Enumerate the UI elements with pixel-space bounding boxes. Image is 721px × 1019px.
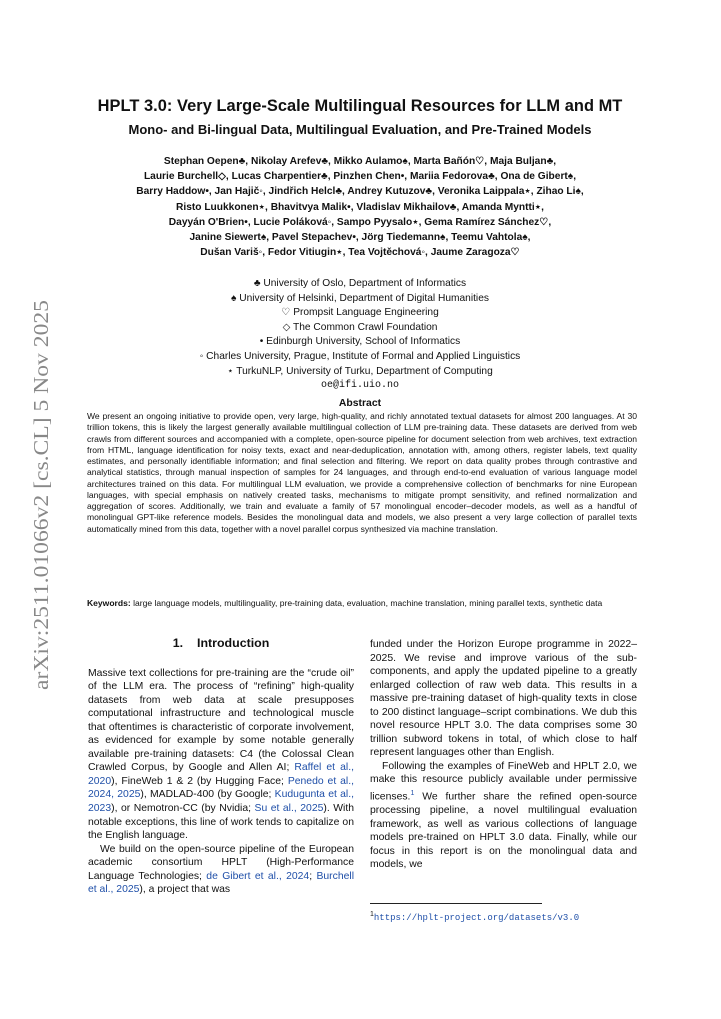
- author-list: [90, 154, 630, 260]
- author-line: Dušan Variš◦, Fedor Vitiugin⋆, Tea Vojtěchová◦, Jaume Zaragoza♡: [200, 247, 520, 259]
- footnote-rule: [370, 903, 542, 904]
- arxiv-stamp: [8, 0, 58, 1019]
- section-title: Introduction: [197, 636, 270, 650]
- author-line: Janine Siewert♠, Pavel Stepachev•, Jörg Tiedemann♠, Teemu Vahtola♠,: [189, 232, 531, 244]
- citation-link[interactable]: Kudugunta et al., 2023: [88, 789, 354, 815]
- affiliation: • Edinburgh University, School of Informatics: [259, 336, 461, 348]
- left-column: [88, 632, 354, 897]
- paragraph: funded under the Horizon Europe programme in 2022–2025. We revise and improve various of the sub-components, and apply the updated pipeline to a greatly enlarged collection of raw web data. This results in a massive pre-training dataset of high-quality texts in close to 200 distinct language–script combinations. We dub this novel resource HPLT 3.0. The data comprises some 30 trillion subword tokens in total, of which close to half represent languages other than English.: [370, 639, 637, 759]
- contact-email[interactable]: oe@ifi.uio.no: [320, 380, 399, 392]
- keywords-label: Keywords:: [87, 598, 131, 608]
- right-column: [370, 638, 637, 872]
- footnote-url[interactable]: https://hplt-project.org/datasets/v3.0: [373, 912, 580, 923]
- paragraph: Following the examples of FineWeb and HPLT 2.0, we make this resource publicly available under permissive licenses.$^1$ We further share the refined open-source processing pipeline, a novel multilingual evaluation framework, as well as various collections of language models pre-trained on HPLT 3.0 data. Finally, while our focus in this report is on the monolingual data and models, we: [370, 760, 637, 871]
- paper-subtitle: Mono- and Bi-lingual Data, Multilingual Evaluation, and Pre-Trained Models: [128, 122, 592, 137]
- affiliation: ◇ The Common Crawl Foundation: [282, 321, 438, 333]
- svg-text:arXiv:2511.01066v2 [cs.CL] 5: arXiv:2511.01066v2 [cs.CL] 5 Nov 2025: [29, 343, 53, 690]
- author-line: Risto Luukkonen⋆, Bhavitvya Malik•, Vladislav Mikhailov♣, Amanda Myntti⋆,: [176, 201, 544, 213]
- footnote-marker[interactable]: 1: [410, 790, 415, 798]
- footnote-number: 1: [370, 911, 374, 918]
- citation-link[interactable]: Burchell et al., 2025: [88, 870, 355, 896]
- affiliation-list: [90, 277, 630, 394]
- affiliation: ⋆ TurkuNLP, University of Turku, Department of Computing: [227, 365, 493, 377]
- citation-link[interactable]: Su et al., 2025: [254, 803, 324, 815]
- author-line: Barry Haddow•, Jan Hajič◦, Jindřich Helcl♣, Andrey Kutuzov♣, Veronika Laippala⋆, Zihao Li♠,: [136, 186, 584, 198]
- citation-link[interactable]: Penedo et al., 2024, 2025: [88, 775, 354, 801]
- author-line: Dayyán O'Brien•, Lucie Poláková◦, Sampo Pyysalo⋆, Gema Ramírez Sánchez♡,: [168, 216, 552, 228]
- citation-link[interactable]: de Gibert et al., 2024: [206, 870, 310, 882]
- affiliation: ◦ Charles University, Prague, Institute of Formal and Applied Linguistics: [199, 350, 521, 362]
- affiliation: ♡ Prompsit Language Engineering: [281, 307, 439, 319]
- affiliation: ♣ University of Oslo, Department of Informatics: [253, 278, 467, 289]
- keywords: [87, 598, 637, 609]
- paragraph: We build on the open-source pipeline of the European academic consortium HPLT (High-Performance Language Technologies; de Gibert et al., 2024; Burchell et al., 2025), a project that was: [88, 843, 355, 896]
- citation-link[interactable]: Raffel et al., 2020: [88, 762, 354, 787]
- affiliation: ♠ University of Helsinki, Department of Digital Humanities: [231, 292, 489, 304]
- author-line: Stephan Oepen♣, Nikolay Arefev♣, Mikko Aulamo♠, Marta Bañón♡, Maja Buljan♣,: [163, 156, 557, 167]
- section-heading: [88, 637, 354, 651]
- paper-title: HPLT 3.0: Very Large-Scale Multilingual Resources for LLM and MT: [97, 97, 623, 115]
- abstract-heading: Abstract: [338, 398, 382, 409]
- author-line: Laurie Burchell◇, Lucas Charpentier♣, Pinzhen Chen•, Mariia Fedorova♣, Ona de Gibert♠,: [143, 171, 577, 183]
- abstract-text: We present an ongoing initiative to provide open, very large, high-quality, and richly annotated textual datasets for almost 200 languages. At 30 trillion tokens, this is likely the largest generally available multilingual collection of LLM pre-training data. These datasets are derived from web crawls from different sources and accompanied with a complete, open-source pipeline for document selection from web archives, text extraction from HTML, language identification for noisy texts, exact and near-deduplication, annotation with, among others, register labels, text quality estimates, and personally identifiable information; and final selection and filtering. We report on data quality probes through contrastive and analytical statistics, through manual inspection of samples for 24 languages, and through end-to-end evaluation of various language model architectures trained on this data. For multilingual LLM evaluation, we provide a comprehensive collection of benchmarks for nine European languages, with special emphasis on natively created tasks, mechanisms to mitigate prompt sensitivity, and refined normalization and aggregation of scores. Additionally, we train and evaluate a family of 57 monolingual encoder–decoder models, as well as a handful of monolingual GPT-like reference models. Besides the monolingual data and models, we also present a very large collection of parallel texts automatically mined from this data, together with a novel parallel corpus synthesized via machine translation.: [87, 411, 637, 534]
- section-number: 1.: [172, 636, 184, 650]
- footnote: [370, 911, 650, 923]
- keywords-text: large language models, multilinguality, pre-training data, evaluation, machine translation, mining parallel texts, synthetic data: [133, 598, 603, 608]
- paragraph: Massive text collections for pre-training are the “crude oil” of the LLM era. The process of “refining” high-quality datasets from web data at scale presupposes computational infrastructure and technological muscle that oftentimes is characteristic of corporate involvement, as evidenced for example by some notable generally available pre-training datasets: C4 (the Colossal Clean Crawled Corpus, by Google and Allen AI; Raffel et al., 2020), FineWeb 1 & 2 (by Hugging Face; Penedo et al., 2024, 2025), MADLAD-400 (by Google; Kudugunta et al., 2023), or Nemotron-CC (by Nvidia; Su et al., 2025). With notable exceptions, this line of work tends to capitalize on the English language.: [88, 667, 355, 842]
